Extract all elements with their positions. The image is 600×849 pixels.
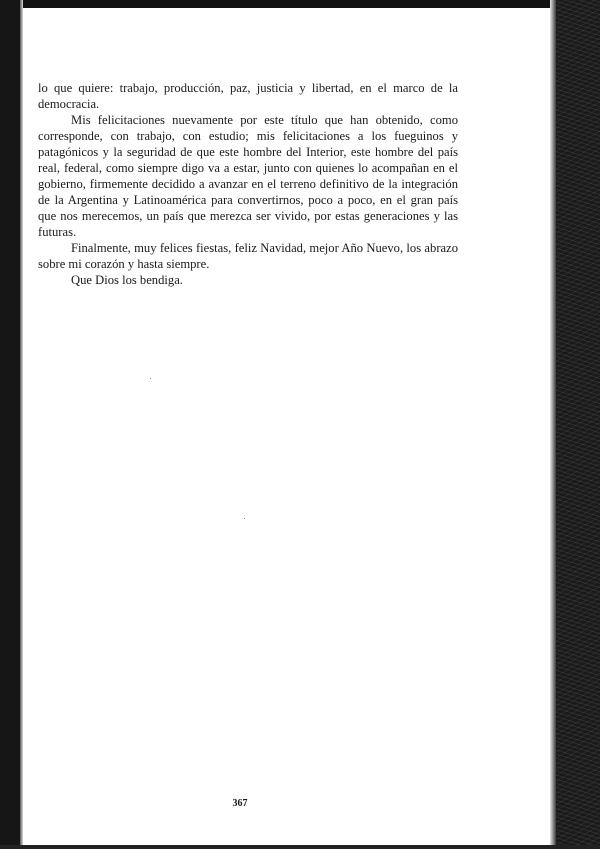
- paragraph-1: lo que quiere: trabajo, producción, paz, justicia y libertad, en el marco de la democracia.: [38, 81, 458, 111]
- paragraph-3: Finalmente, muy felices fiestas, feliz Navidad, mejor Año Nuevo, los abrazo sobre mi corazón y hasta siempre.: [38, 241, 458, 271]
- scan-right-border: [550, 0, 600, 849]
- paragraph-4: Que Dios los bendiga.: [71, 273, 183, 287]
- body-text: [38, 80, 458, 288]
- paragraph-2: Mis felicitaciones nuevamente por este título que han obtenido, como corresponde, con trabajo, con estudio; mis felicitaciones a los fueguinos y patagónicos y la seguridad de que este hombre del Interior, este hombre del país real, federal, como siempre digo va a estar, junto con quienes lo acompañan en el gobierno, firmemente decidido a avanzar en el terreno definitivo de la integración de la Argentina y Latinoamérica para convertirnos, poco a poco, en el gran país que nos merecemos, un país que merezca ser vivido, por estas generaciones y las futuras.: [38, 113, 458, 239]
- scan-speck: [244, 518, 245, 519]
- scan-left-border: [0, 0, 20, 849]
- page-number: 367: [232, 798, 248, 809]
- scan-speck: [150, 378, 151, 379]
- scan-top-border: [0, 0, 600, 8]
- scan-bottom-border: [0, 845, 600, 849]
